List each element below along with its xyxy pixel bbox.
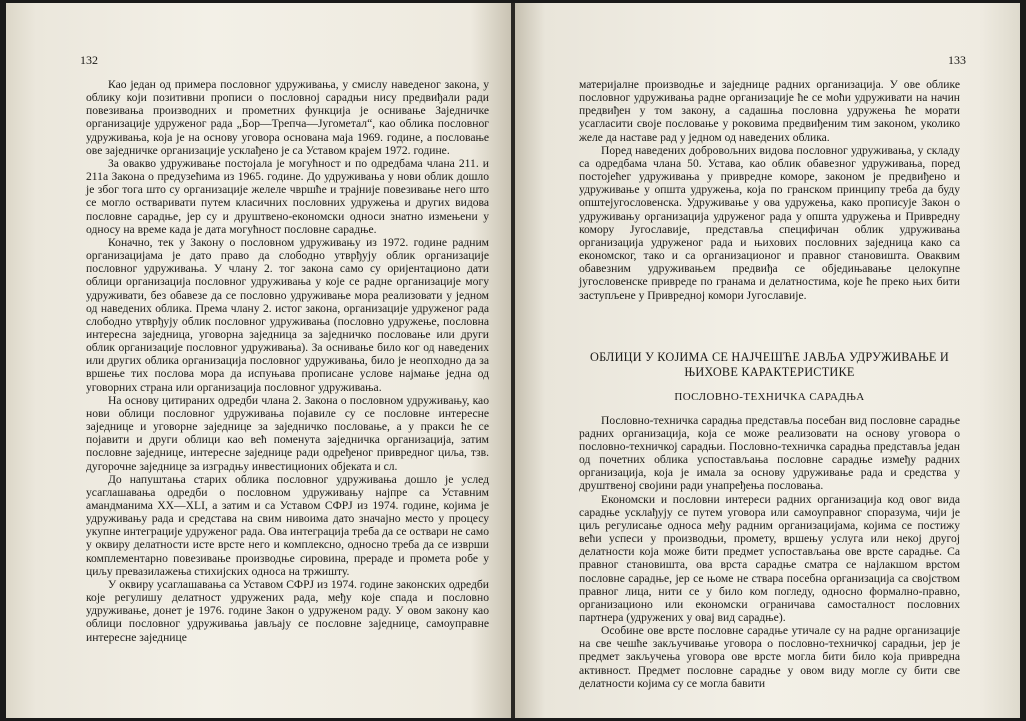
- body-paragraph: На основу цитираних одредби члана 2. Закона о пословном удруживању, као нови облици пословног удруживања појавиле су се пословне интересне заједнице и уговорне заједнице за заједничко пословање, а у пракси ће се појавити и други облици као већ поменута заједничка организација, затим пословне заједнице, интересне заједнице ради одређеног привредног циља, тзв. дугорочне заједнице за изградњу инвестиционих објеката и сл.: [86, 393, 489, 473]
- body-paragraph: До напуштања старих облика пословног удруживања дошло је услед усаглашавања одредби о пословном удруживању најпре са Уставним амандманима XX—XLI, а затим и са Уставом СФРЈ из 1974. године, којима је удруживању рада и средстава на свим нивоима дато значајно место у процесу укупне интеграције удруженог рада. Ова интеграција треба да се оствари не само у оквиру делатности исте врсте него и комплексно, односно треба да се изврши комплементарно повезивање производње сировина, прераде и промета робе у циљу превазилажења стихијских односа на тржишту.: [86, 472, 489, 578]
- body-paragraph: Пословно-техничка сарадња представља посебан вид пословне сарадње радних организација, која се може реализовати на основу уговора о пословно-техничкој сарадњи. Пословно-техничка сарадња представља један од почетних облика успостављања пословне сарадње између радних организација, која је имала за основу удруживање рада и средства у друштвеној својини ради унапређења пословања.: [579, 413, 960, 493]
- page-number-right: 133: [948, 53, 966, 67]
- body-paragraph: За овакво удруживање постојала је могућност и по одредбама члана 211. и 211а Закона о предузећима из 1965. године. До удруживања у нови облик дошло је због тога што су организације желеле чвршће и трајније повезивање него што се могло остваривати путем класичних пословних удружења и других видова пословне сарадње, јер су и друштвено-економски односи знатно измењени у односу на време када је дата могућност пословне сарадње.: [86, 156, 489, 236]
- body-paragraph: Особине ове врсте пословне сарадње утичале су на радне организације на све чешће закључивање уговора о пословно-техничкој сарадњи, јер је предмет закључења уговора ове врсте могла бити било која привредна активност. Предмет пословне сарадње у овом виду могле су бити све делатности којима су се могла бавити: [579, 624, 960, 690]
- body-paragraph: материјалне производње и заједнице радних организација. У ове облике пословног удруживања радне организације ће се моћи удруживати на начин предвиђен у том закону, а садашња пословна удружења ће морати усагласити своје пословање у роковима предвиђеним тим законом, уколико желе да наставе рад у једном од наведених облика.: [579, 78, 960, 144]
- left-page: [6, 3, 511, 718]
- body-paragraph: Коначно, тек у Закону о пословном удруживању из 1972. године радним организацијама је дато право да слободно утврђују облик организације пословног удруживања. У члану 2. тог закона само су оријентационо дати облици организација пословног удруживања у које се радне организације могу удруживати, без обавезе да се пословно удруживање мора реализовати у једном од наведених облика. Према члану 2. истог закона, организације удруженог рада слободно утврђују облик пословног удруживања (пословно удружење, пословна интересна заједница, уговорна заједница за заједничко пословање или други облик организације пословног удруживања). За оснивање било ког од наведених или других облика организација пословног удруживања, било је неопходно да за вршење тих послова мора да испуњава прописане услове најмање једна од уговорних страна или организација пословног удруживања.: [86, 235, 489, 394]
- body-paragraph: Економски и пословни интереси радних организација код овог вида сарадње усклађују се путем уговора или самоуправног споразума, чији је циљ регулисање односа међу радним организацијама, којима се постижу већи успеси у производњи, промету, вршењу услуга или некој другој делатности која може бити предмет успостављања ове врсте сарадње. Са правног становишта, ова врста сарадње сматра се најлакшом врстом пословне сарадње, јер се њоме не ствара посебна организација са својством правног лица, нити се у било ком погледу, односно формално-правно, организационо или економски ограничава самосталност пословних партнера (удружених у овај вид сарадње).: [579, 492, 960, 624]
- section-heading: ОБЛИЦИ У КОЈИМА СЕ НАЈЧЕШЋЕ ЈАВЉА УДРУЖИВАЊЕ И ЊИХОВЕ КАРАКТЕРИСТИКЕ: [590, 349, 949, 379]
- body-paragraph: Поред наведених добровољних видова пословног удруживања, у складу са одредбама члана 50. Устава, као облик обавезног удруживања, поред постојећег удруживања у привредне коморе, законом је предвиђено и удруживање у општа удружења, која по гранском принципу треба да буду општејугословенска. Удруживање у ова удружења, како прописује Закон о удруживању организација удруженог рада у општа удружења и Привредну комору Југославије, представља специфичан облик удруживања организација удруженог рада и њихових пословних заједница како са економског, тако и са организационог и правног становишта. Оваквим обавезним удруживањем предвиђа се обједињавање целокупне југословенске привреде по гранама и делатностима, које ће преко њих бити заступљене у Привредној комори Југославије.: [579, 143, 960, 302]
- page-number-left: 132: [80, 53, 98, 67]
- body-paragraph: Као један од примера пословног удруживања, у смислу наведеног закона, у облику који позитивни прописи о пословној сарадњи нису предвиђали ради повезивања производних и прометних функција је оснивање Заједничке организације удруженог рада „Бор—Трепча—Југометал“, као облика пословног удруживања, која је на основу уговора основана маја 1969. године, а пословање ове заједничке организације усклађено је са Уставом крајем 1972. године.: [86, 78, 489, 157]
- section-subheading: ПОСЛОВНО-ТЕХНИЧКА САРАДЊА: [674, 390, 865, 403]
- open-book-spread: [6, 3, 1020, 718]
- right-page: [515, 3, 1020, 718]
- body-paragraph: У оквиру усаглашавања са Уставом СФРЈ из 1974. године законских одредби које регулишу делатност удружених рада, међу које спада и пословно удруживање, донет је 1976. године Закон о удруженом раду. У овом закону као облици пословног удруживања јављају се пословне заједнице, самоуправне интересне заједнице: [86, 577, 489, 644]
